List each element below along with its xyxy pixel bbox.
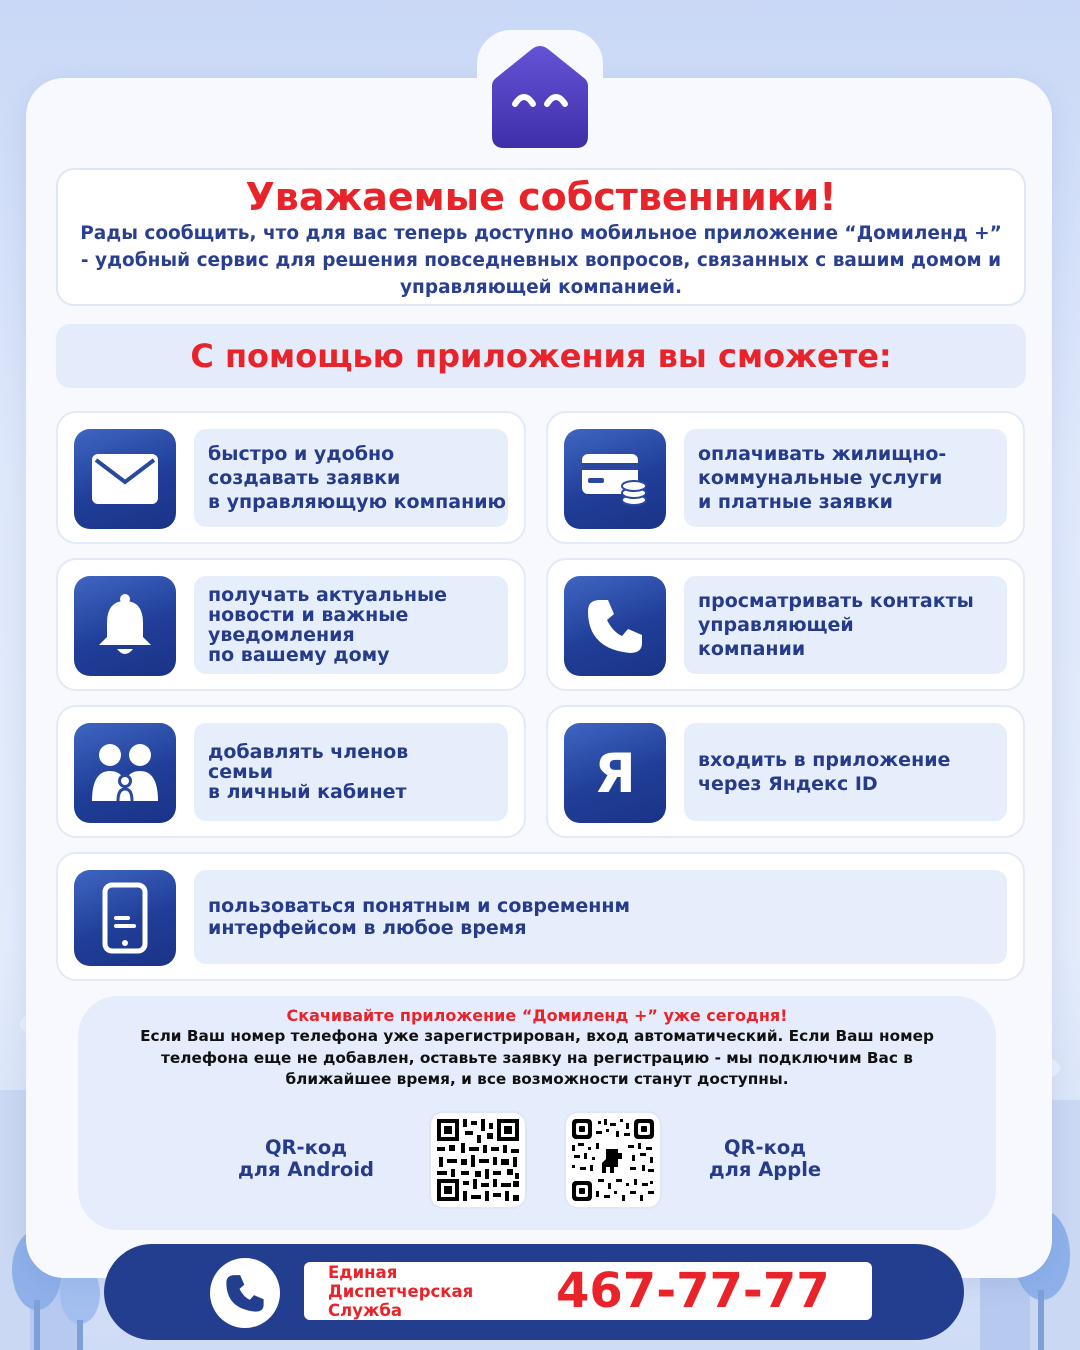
intro-panel	[56, 168, 1026, 306]
envelope-icon	[74, 429, 176, 529]
feature-add-family	[56, 705, 526, 838]
qr-code-apple[interactable]	[566, 1113, 660, 1207]
phone-call-icon[interactable]	[210, 1258, 280, 1328]
feature-text: пользоваться понятным и современнм интерфейсом в любое время	[194, 870, 1007, 964]
feature-text: добавлять членов семьи в личный кабинет	[194, 723, 508, 821]
features-heading: С помощью приложения вы сможете:	[56, 324, 1026, 388]
greeting-title: Уважаемые собственники!	[245, 175, 837, 219]
download-cta: Скачивайте приложение “Домиленд +” уже сегодня!	[286, 1006, 788, 1025]
dispatch-footer	[104, 1244, 964, 1340]
feature-text: просматривать контакты управляющей компании	[684, 576, 1007, 674]
feature-text: входить в приложение через Яндекс ID	[684, 723, 1007, 821]
app-logo-icon	[490, 44, 590, 150]
yandex-id-icon: Я	[564, 723, 666, 823]
feature-create-requests	[56, 411, 526, 544]
dispatch-phone-number[interactable]: 467-77-77	[556, 1263, 830, 1319]
feature-news-notifications	[56, 558, 526, 691]
feature-text: быстро и удобно создавать заявки в управляющую компанию	[194, 429, 508, 527]
qr-code-android[interactable]	[431, 1113, 525, 1207]
dispatch-info-box	[304, 1262, 872, 1320]
feature-view-contacts	[546, 558, 1025, 691]
bell-icon	[74, 576, 176, 676]
feature-pay-utilities	[546, 411, 1025, 544]
download-section	[78, 996, 996, 1230]
qr-android-label: QR-код для Android	[238, 1136, 374, 1181]
feature-text: оплачивать жилищно- коммунальные услуги и платные заявки	[684, 429, 1007, 527]
family-icon	[74, 723, 176, 823]
intro-text: Рады сообщить, что для вас теперь доступно мобильное приложение “Домиленд +” - удобный сервис для решения повседневных вопросов, связанных с вашим домом и управляющей компанией.	[80, 223, 1002, 298]
feature-modern-interface	[56, 852, 1025, 981]
payment-card-coins-icon	[564, 429, 666, 529]
registration-info: Если Ваш номер телефона уже зарегистрирован, вход автоматический. Если Ваш номер телефона еще не добавлен, оставьте заявку на регистрацию - мы подключим Вас в ближайшее время, и все возможности станут доступны.	[140, 1027, 934, 1088]
feature-text: получать актуальные новости и важные уведомления по вашему дому	[194, 576, 508, 674]
feature-yandex-id-login	[546, 705, 1025, 838]
smartphone-icon	[74, 870, 176, 966]
dispatch-service-label: Единая Диспетчерская Служба	[328, 1263, 474, 1320]
phone-handset-icon	[564, 576, 666, 676]
qr-apple-label: QR-код для Apple	[708, 1136, 822, 1181]
